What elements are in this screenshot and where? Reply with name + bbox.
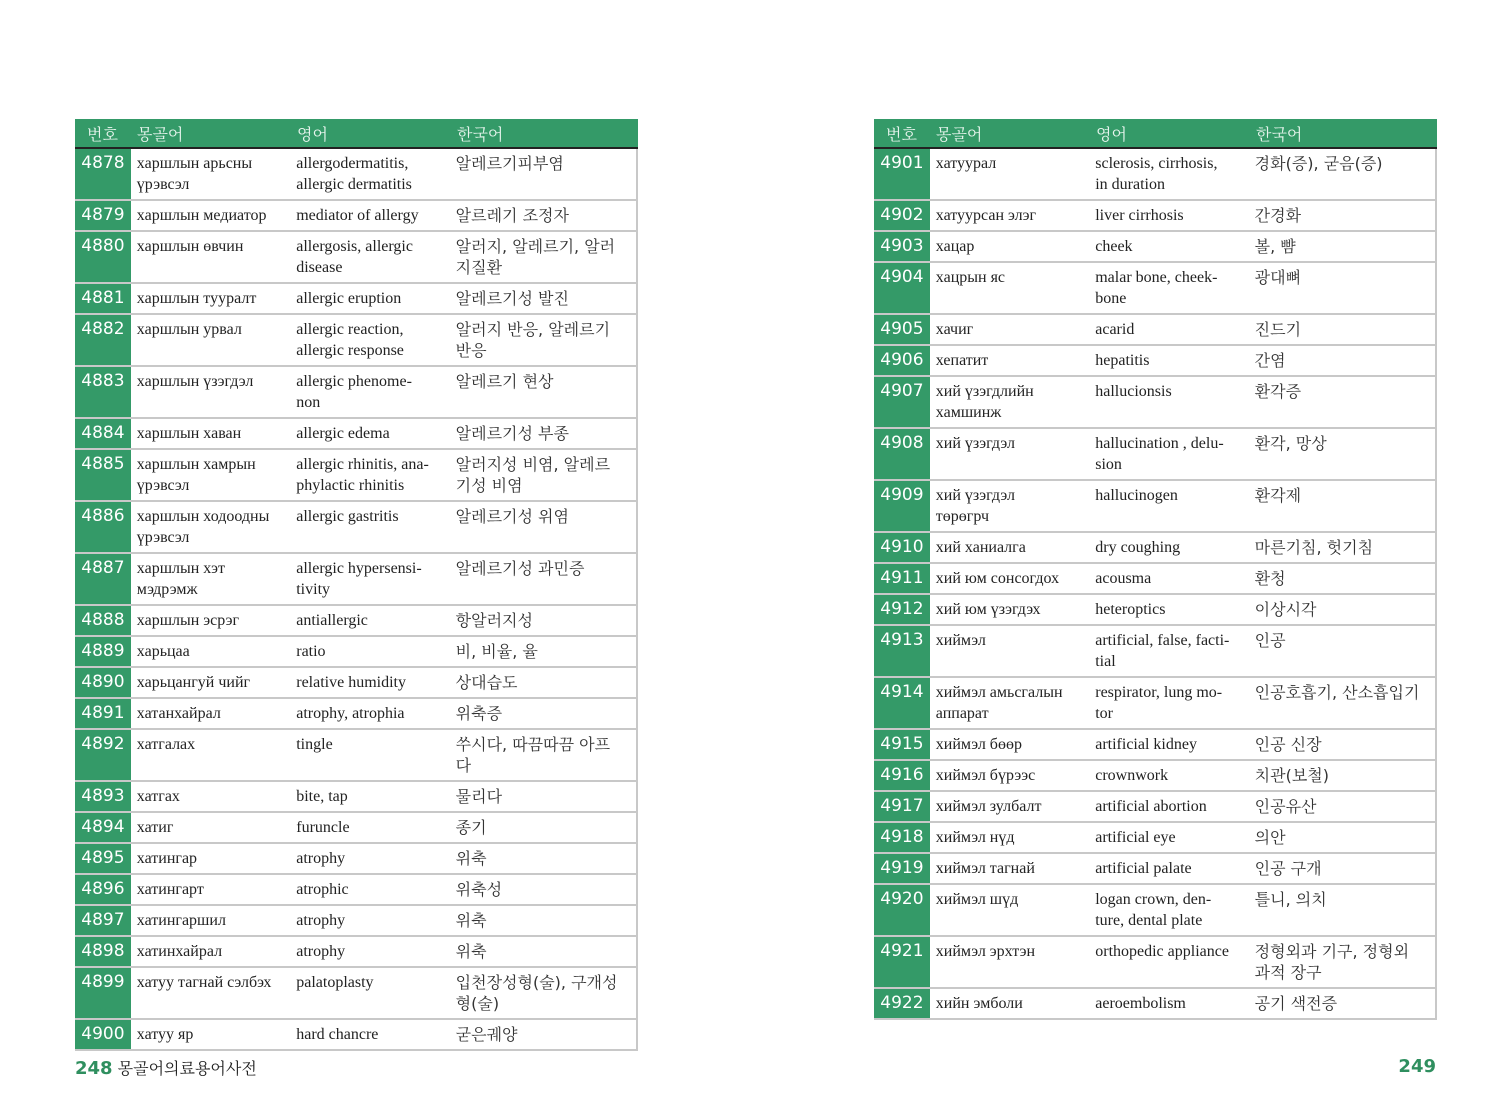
english-term: atrophy xyxy=(296,850,346,867)
entry-number: 4922 xyxy=(874,989,930,1018)
korean-term: 위축 xyxy=(455,911,487,930)
english-term: hallucionsis xyxy=(1095,383,1172,400)
entry-number: 4885 xyxy=(75,450,131,500)
english-term: aeroembolism xyxy=(1095,995,1186,1012)
english-term: atrophy xyxy=(296,912,346,929)
english-term: acousma xyxy=(1095,570,1152,587)
english-term: artificial kidney xyxy=(1095,736,1197,753)
table-row xyxy=(75,419,638,450)
header-english: 영어 xyxy=(297,124,328,144)
korean-term: 인공 xyxy=(1254,631,1286,650)
english-term: allergic reaction, allergic response xyxy=(296,321,404,359)
table-row xyxy=(75,906,638,937)
korean-term: 알러지, 알레르기, 알러 지질환 xyxy=(455,237,616,277)
english-term: hard chancre xyxy=(296,1026,379,1043)
mongolian-term: харьцангуй чийг xyxy=(136,674,251,691)
entry-number: 4894 xyxy=(75,813,131,842)
korean-term: 알러지성 비염, 알레르 기성 비염 xyxy=(455,455,611,495)
korean-term: 알레르기 현상 xyxy=(455,372,554,391)
korean-term: 인공 구개 xyxy=(1254,859,1322,878)
table-row xyxy=(874,263,1437,315)
entry-number: 4917 xyxy=(874,792,930,821)
mongolian-term: харшлын ходоодны үрэвсэл xyxy=(136,508,270,546)
mongolian-term: хиймэл эрхтэн xyxy=(935,943,1036,960)
mongolian-term: харшлын хаван xyxy=(136,425,242,442)
entry-number: 4915 xyxy=(874,730,930,759)
mongolian-term: хатинхайрал xyxy=(136,943,223,960)
korean-term: 위축성 xyxy=(455,880,503,899)
korean-term: 인공호흡기, 산소흡입기 xyxy=(1254,683,1420,702)
table-row xyxy=(874,429,1437,481)
korean-term: 공기 색전증 xyxy=(1254,994,1338,1013)
korean-term: 위축 xyxy=(455,849,487,868)
english-term: bite, tap xyxy=(296,788,348,805)
table-row xyxy=(75,813,638,844)
english-term: orthopedic appliance xyxy=(1095,943,1229,960)
table-row xyxy=(75,844,638,875)
mongolian-term: харьцаа xyxy=(136,643,190,660)
table-row xyxy=(75,367,638,419)
entry-number: 4901 xyxy=(874,149,930,199)
entry-number: 4906 xyxy=(874,346,930,375)
table-row xyxy=(874,315,1437,346)
korean-term: 알러지 반응, 알레르기 반응 xyxy=(455,320,611,360)
table-row xyxy=(75,782,638,813)
mongolian-term: харшлын өвчин xyxy=(136,238,244,255)
entry-number: 4920 xyxy=(874,885,930,935)
table-row xyxy=(75,968,638,1020)
entry-number: 4905 xyxy=(874,315,930,344)
entry-number: 4886 xyxy=(75,502,131,552)
mongolian-term: хатиг xyxy=(136,819,174,836)
mongolian-term: хиймэл нүд xyxy=(935,829,1015,846)
korean-term: 알레르기피부염 xyxy=(455,154,564,173)
entry-number: 4899 xyxy=(75,968,131,1018)
mongolian-term: хиймэл зулбалт xyxy=(935,798,1042,815)
mongolian-term: хий үзэгдэл төрөгрч xyxy=(935,487,1015,525)
korean-term: 항알러지성 xyxy=(455,611,533,630)
english-term: allergodermatitis, allergic dermatitis xyxy=(296,155,412,193)
english-term: atrophic xyxy=(296,881,349,898)
header-mongolian: 몽골어 xyxy=(936,124,983,144)
entry-number: 4895 xyxy=(75,844,131,873)
korean-term: 알레르기성 과민증 xyxy=(455,559,585,578)
english-term: allergic eruption xyxy=(296,290,402,307)
korean-term: 치관(보철) xyxy=(1254,766,1329,785)
mongolian-term: харшлын хэт мэдрэмж xyxy=(136,560,225,598)
mongolian-term: хиймэл бөөр xyxy=(935,736,1022,753)
english-term: antiallergic xyxy=(296,612,368,629)
korean-term: 알레르기성 위염 xyxy=(455,507,569,526)
korean-term: 간경화 xyxy=(1254,206,1302,225)
mongolian-term: харшлын үзэгдэл xyxy=(136,373,254,390)
mongolian-term: хий юм үзэгдэх xyxy=(935,601,1041,618)
table-row xyxy=(75,730,638,782)
entry-number: 4892 xyxy=(75,730,131,780)
english-term: artificial palate xyxy=(1095,860,1192,877)
table-row xyxy=(75,937,638,968)
mongolian-term: хачиг xyxy=(935,321,974,338)
korean-term: 위축 xyxy=(455,942,487,961)
english-term: tingle xyxy=(296,736,333,753)
english-term: malar bone, cheek- bone xyxy=(1095,269,1218,307)
korean-term: 위축증 xyxy=(455,704,503,723)
mongolian-term: хатуу тагнай сэлбэх xyxy=(136,974,272,991)
mongolian-term: хатанхайрал xyxy=(136,705,221,722)
table-row xyxy=(75,668,638,699)
right-dictionary-table xyxy=(874,119,1437,1020)
entry-number: 4883 xyxy=(75,367,131,417)
mongolian-term: хатуурсан элэг xyxy=(935,207,1037,224)
entry-number: 4879 xyxy=(75,201,131,230)
korean-term: 이상시각 xyxy=(1254,600,1317,619)
mongolian-term: хийн эмболи xyxy=(935,995,1023,1012)
mongolian-term: хий үзэгдлийн хамшинж xyxy=(935,383,1034,421)
table-row xyxy=(874,885,1437,937)
entry-number: 4911 xyxy=(874,564,930,593)
korean-term: 진드기 xyxy=(1254,320,1302,339)
korean-term: 굳은궤양 xyxy=(455,1025,518,1044)
english-term: atrophy, atrophia xyxy=(296,705,405,722)
english-term: artificial eye xyxy=(1095,829,1176,846)
book-title: 몽골어의료용어사전 xyxy=(117,1059,257,1078)
english-term: heteroptics xyxy=(1095,601,1166,618)
entry-number: 4891 xyxy=(75,699,131,728)
mongolian-term: харшлын тууралт xyxy=(136,290,257,307)
english-term: liver cirrhosis xyxy=(1095,207,1184,224)
entry-number: 4880 xyxy=(75,232,131,282)
korean-term: 볼, 뺨 xyxy=(1254,237,1296,256)
english-term: hepatitis xyxy=(1095,352,1150,369)
korean-term: 상대습도 xyxy=(455,673,518,692)
table-row xyxy=(874,989,1437,1020)
entry-number: 4903 xyxy=(874,232,930,261)
mongolian-term: харшлын эсрэг xyxy=(136,612,240,629)
entry-number: 4898 xyxy=(75,937,131,966)
english-term: allergic phenome- non xyxy=(296,373,412,411)
korean-term: 알레르기성 부종 xyxy=(455,424,569,443)
entry-number: 4904 xyxy=(874,263,930,313)
header-english: 영어 xyxy=(1096,124,1127,144)
korean-term: 의안 xyxy=(1254,828,1286,847)
entry-number: 4896 xyxy=(75,875,131,904)
mongolian-term: хатингаршил xyxy=(136,912,226,929)
entry-number: 4890 xyxy=(75,668,131,697)
entry-number: 4900 xyxy=(75,1020,131,1049)
english-term: allergic gastritis xyxy=(296,508,399,525)
table-row xyxy=(75,315,638,367)
table-row xyxy=(75,232,638,284)
right-page-number: 249 xyxy=(1398,1056,1436,1077)
table-row xyxy=(75,1020,638,1051)
entry-number: 4881 xyxy=(75,284,131,313)
header-korean: 한국어 xyxy=(457,124,504,144)
entry-number: 4919 xyxy=(874,854,930,883)
english-term: dry coughing xyxy=(1095,539,1181,556)
table-header xyxy=(874,119,1437,149)
mongolian-term: хатуу яр xyxy=(136,1026,194,1043)
korean-term: 인공 신장 xyxy=(1254,735,1322,754)
mongolian-term: хиймэл xyxy=(935,632,986,649)
table-row xyxy=(874,937,1437,989)
korean-term: 인공유산 xyxy=(1254,797,1317,816)
english-term: hallucinogen xyxy=(1095,487,1178,504)
entry-number: 4882 xyxy=(75,315,131,365)
table-row xyxy=(874,626,1437,678)
mongolian-term: харшлын арьсны үрэвсэл xyxy=(136,155,253,193)
table-row xyxy=(874,533,1437,564)
entry-number: 4914 xyxy=(874,678,930,728)
table-row xyxy=(75,450,638,502)
entry-number: 4884 xyxy=(75,419,131,448)
entry-number: 4887 xyxy=(75,554,131,604)
entry-number: 4878 xyxy=(75,149,131,199)
entry-number: 4916 xyxy=(874,761,930,790)
english-term: allergic edema xyxy=(296,425,390,442)
korean-term: 알르레기 조정자 xyxy=(455,206,569,225)
entry-number: 4910 xyxy=(874,533,930,562)
entry-number: 4918 xyxy=(874,823,930,852)
entry-number: 4912 xyxy=(874,595,930,624)
entry-number: 4893 xyxy=(75,782,131,811)
english-term: sclerosis, cirrhosis, in duration xyxy=(1095,155,1218,193)
entry-number: 4907 xyxy=(874,377,930,427)
korean-term: 환각제 xyxy=(1254,486,1302,505)
table-row xyxy=(874,678,1437,730)
table-row xyxy=(75,149,638,201)
korean-term: 마른기침, 헛기침 xyxy=(1254,538,1374,557)
mongolian-term: хацар xyxy=(935,238,975,255)
entry-number: 4921 xyxy=(874,937,930,987)
english-term: allergic rhinitis, ana- phylactic rhinitis xyxy=(296,456,429,494)
english-term: mediator of allergy xyxy=(296,207,419,224)
english-term: hallucination , delu- sion xyxy=(1095,435,1224,473)
english-term: cheek xyxy=(1095,238,1133,255)
mongolian-term: хатингар xyxy=(136,850,198,867)
entry-number: 4897 xyxy=(75,906,131,935)
entry-number: 4909 xyxy=(874,481,930,531)
english-term: palatoplasty xyxy=(296,974,374,991)
korean-term: 광대뼈 xyxy=(1254,268,1302,287)
left-page-number: 248 xyxy=(75,1058,113,1079)
korean-term: 환각증 xyxy=(1254,382,1302,401)
mongolian-term: хиймэл бүрээс xyxy=(935,767,1036,784)
entry-number: 4913 xyxy=(874,626,930,676)
mongolian-term: хиймэл шүд xyxy=(935,891,1019,908)
mongolian-term: хий юм сонсогдох xyxy=(935,570,1060,587)
english-term: atrophy xyxy=(296,943,346,960)
table-row xyxy=(874,854,1437,885)
korean-term: 물리다 xyxy=(455,787,503,806)
korean-term: 정형외과 기구, 정형외 과적 장구 xyxy=(1254,942,1410,982)
table-row xyxy=(874,149,1437,201)
table-row xyxy=(874,823,1437,854)
table-row xyxy=(874,377,1437,429)
mongolian-term: хиймэл амьсгалын аппарат xyxy=(935,684,1063,722)
entry-number: 4902 xyxy=(874,201,930,230)
header-number: 번호 xyxy=(87,124,118,144)
korean-term: 틀니, 의치 xyxy=(1254,890,1327,909)
table-header xyxy=(75,119,638,149)
table-row xyxy=(75,875,638,906)
table-row xyxy=(874,564,1437,595)
table-row xyxy=(874,730,1437,761)
header-mongolian: 몽골어 xyxy=(137,124,184,144)
table-row xyxy=(874,232,1437,263)
table-row xyxy=(75,637,638,668)
mongolian-term: хатингарт xyxy=(136,881,204,898)
english-term: allergosis, allergic disease xyxy=(296,238,413,276)
table-row xyxy=(75,201,638,232)
entry-number: 4908 xyxy=(874,429,930,479)
table-row xyxy=(874,201,1437,232)
korean-term: 환청 xyxy=(1254,569,1286,588)
korean-term: 종기 xyxy=(455,818,487,837)
mongolian-term: хатгалах xyxy=(136,736,196,753)
mongolian-term: хатуурал xyxy=(935,155,997,172)
english-term: acarid xyxy=(1095,321,1135,338)
korean-term: 쑤시다, 따끔따끔 아프 다 xyxy=(455,735,611,775)
mongolian-term: хиймэл тагнай xyxy=(935,860,1035,877)
table-row xyxy=(874,761,1437,792)
header-korean: 한국어 xyxy=(1256,124,1303,144)
mongolian-term: харшлын хамрын үрэвсэл xyxy=(136,456,256,494)
mongolian-term: хатгах xyxy=(136,788,180,805)
table-row xyxy=(75,284,638,315)
korean-term: 간염 xyxy=(1254,351,1286,370)
mongolian-term: хацрын яс xyxy=(935,269,1006,286)
korean-term: 경화(증), 굳음(증) xyxy=(1254,154,1383,173)
table-row xyxy=(75,606,638,637)
header-number: 번호 xyxy=(886,124,917,144)
left-footer xyxy=(75,1056,257,1079)
korean-term: 입천장성형(술), 구개성 형(술) xyxy=(455,973,618,1013)
mongolian-term: хий үзэгдэл xyxy=(935,435,1015,452)
english-term: logan crown, den- ture, dental plate xyxy=(1095,891,1212,929)
table-row xyxy=(75,699,638,730)
mongolian-term: хий ханиалга xyxy=(935,539,1026,556)
table-row xyxy=(75,502,638,554)
english-term: relative humidity xyxy=(296,674,406,691)
entry-number: 4888 xyxy=(75,606,131,635)
korean-term: 비, 비율, 율 xyxy=(455,642,538,661)
table-row xyxy=(874,792,1437,823)
mongolian-term: хепатит xyxy=(935,352,989,369)
table-row xyxy=(874,481,1437,533)
english-term: artificial abortion xyxy=(1095,798,1207,815)
table-row xyxy=(874,346,1437,377)
english-term: allergic hypersensi- tivity xyxy=(296,560,422,598)
right-footer xyxy=(1398,1056,1436,1077)
english-term: furuncle xyxy=(296,819,350,836)
english-term: crownwork xyxy=(1095,767,1169,784)
entry-number: 4889 xyxy=(75,637,131,666)
english-term: ratio xyxy=(296,643,326,660)
english-term: artificial, false, facti- tial xyxy=(1095,632,1230,670)
left-dictionary-table xyxy=(75,119,638,1051)
mongolian-term: харшлын урвал xyxy=(136,321,242,338)
table-row xyxy=(75,554,638,606)
korean-term: 알레르기성 발진 xyxy=(455,289,569,308)
korean-term: 환각, 망상 xyxy=(1254,434,1327,453)
english-term: respirator, lung mo- tor xyxy=(1095,684,1223,722)
mongolian-term: харшлын медиатор xyxy=(136,207,267,224)
table-row xyxy=(874,595,1437,626)
